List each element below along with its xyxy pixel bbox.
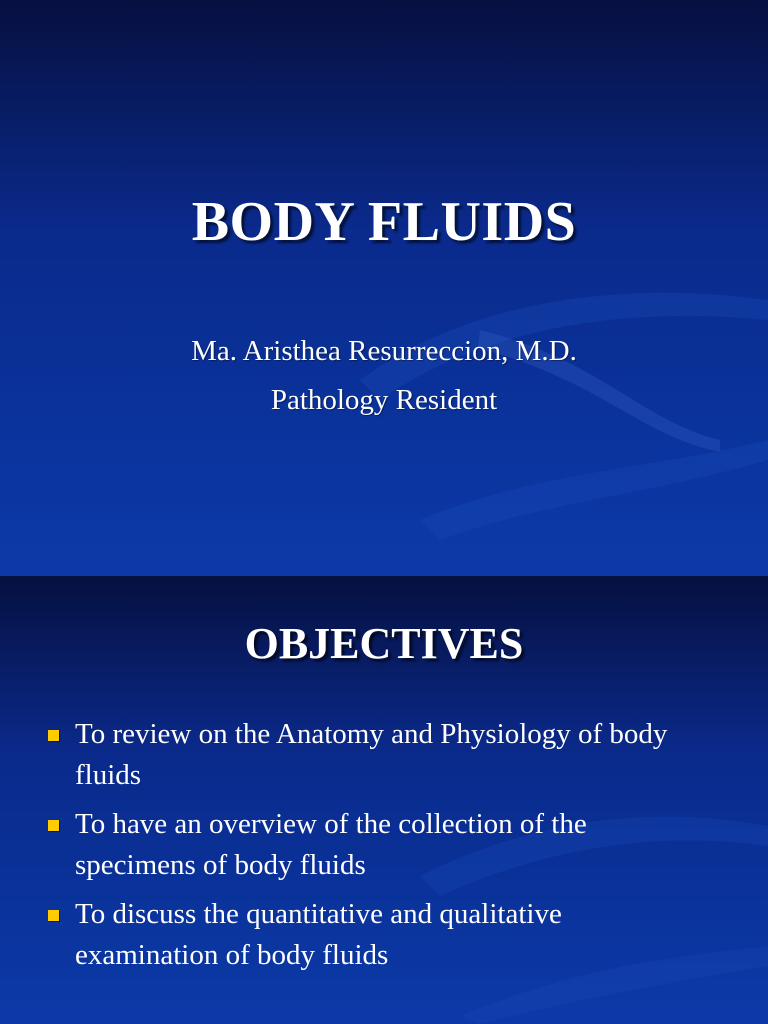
slide-title: OBJECTIVES bbox=[244, 619, 524, 668]
list-item bbox=[0, 714, 768, 796]
square-bullet-icon bbox=[48, 820, 59, 831]
square-bullet-icon bbox=[48, 730, 59, 741]
author-role: Pathology Resident bbox=[270, 384, 498, 416]
author-name: Ma. Aristhea Resurreccion, M.D. bbox=[191, 335, 577, 367]
slide-title: BODY FLUIDS bbox=[191, 191, 577, 253]
bullet-text: To review on the Anatomy and Physiology of body fluids bbox=[75, 718, 668, 791]
list-item bbox=[0, 894, 768, 976]
list-item bbox=[0, 804, 768, 886]
bullet-text: To discuss the quantitative and qualitative examination of body fluids bbox=[75, 898, 562, 971]
objectives-list bbox=[0, 714, 768, 984]
square-bullet-icon bbox=[48, 910, 59, 921]
objectives-slide bbox=[0, 576, 768, 1024]
bullet-text: To have an overview of the collection of the specimens of body fluids bbox=[75, 808, 587, 881]
